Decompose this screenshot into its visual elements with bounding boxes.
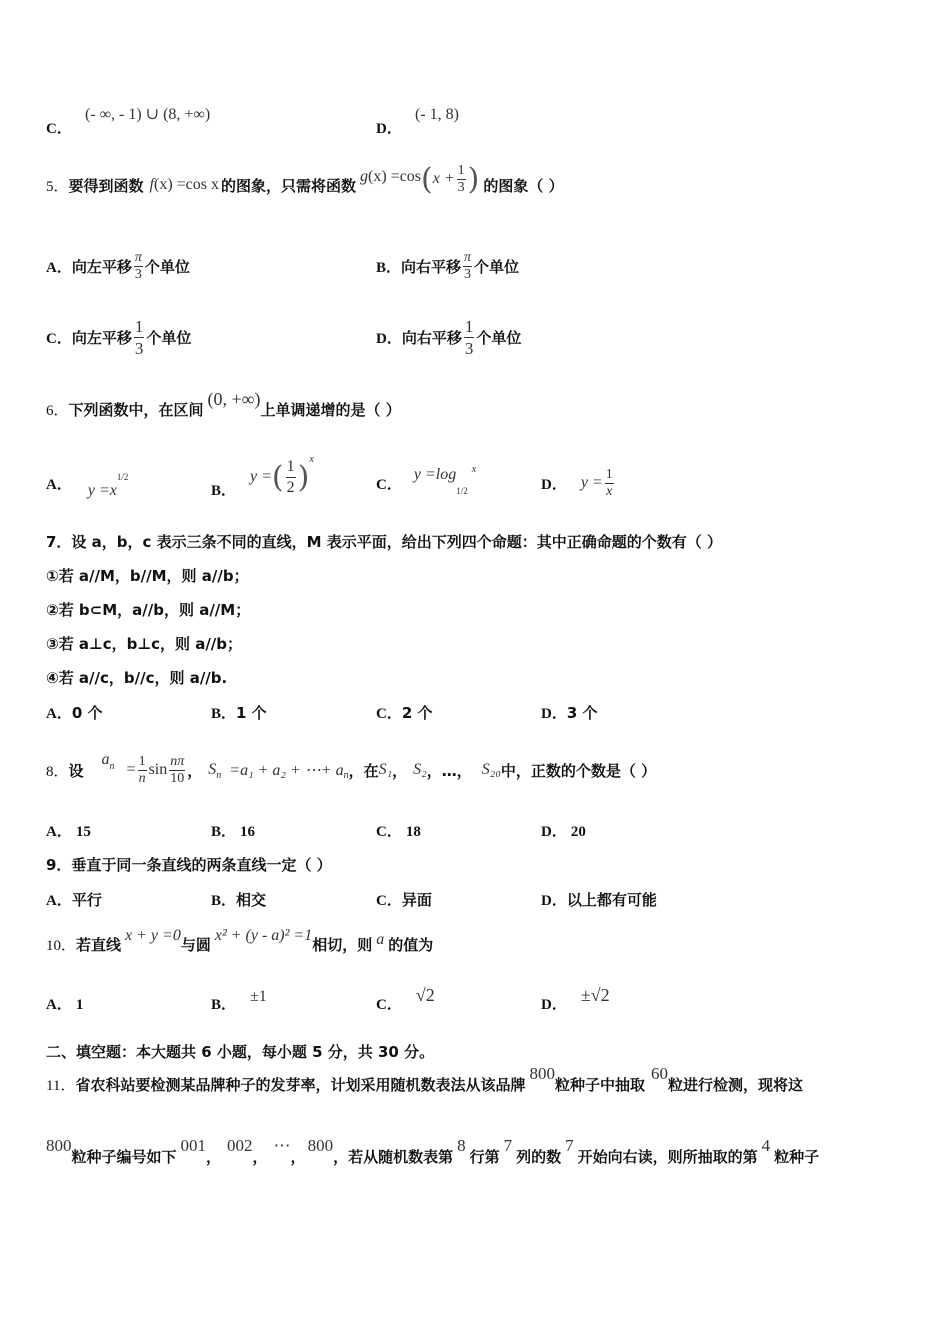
q10-option-a — [46, 993, 83, 1014]
option-text: 3 个 — [566, 704, 598, 722]
stem-text: 列的数 — [516, 1147, 562, 1166]
option-text: 平行 — [71, 891, 102, 909]
numerator: 1 — [457, 162, 465, 178]
q5-option-a — [46, 244, 190, 288]
numerator: π — [134, 249, 142, 265]
option-label: A． — [46, 997, 72, 1013]
option-text: 个单位 — [146, 328, 192, 347]
q9-stem: 9．垂直于同一条直线的两条直线一定（ ） — [46, 856, 332, 874]
option-text: 16 — [240, 824, 256, 840]
math-a-sub: n — [109, 760, 115, 772]
option-text: 1 — [75, 997, 84, 1013]
fraction — [457, 163, 466, 196]
option-label: D． — [541, 893, 567, 909]
option-label: A． — [46, 824, 72, 840]
option-label: B． — [211, 706, 237, 722]
denominator: 3 — [134, 338, 144, 358]
stem-text: 的图象，只需将函数 — [221, 176, 357, 195]
stem-text: 粒种子 — [774, 1147, 820, 1166]
q8-option-a — [46, 820, 91, 841]
q8-option-c — [376, 820, 421, 841]
q7-proposition-4: ④若 a//c，b//c，则 a//b. — [46, 669, 228, 687]
math-800: 800 — [46, 1136, 72, 1155]
math-sum-sub: n — [343, 769, 349, 781]
log-arg: x — [471, 463, 477, 475]
fraction — [463, 250, 472, 283]
paren-left: ( — [271, 459, 284, 495]
math-inner: x + — [432, 170, 455, 187]
option-text: 个单位 — [474, 257, 520, 276]
exponent: 1/2 — [116, 472, 129, 482]
q5-option-c — [46, 305, 191, 369]
q5-option-d — [376, 305, 521, 369]
math-800: 800 — [529, 1064, 555, 1083]
option-text: 以上都有可能 — [566, 891, 657, 909]
q6-option-b — [211, 450, 314, 512]
q6-option-d — [541, 458, 616, 508]
paren-left: ( — [421, 161, 433, 197]
stem-text: 上单调递增的是（ ） — [260, 400, 401, 419]
option-label: D． — [541, 997, 567, 1013]
option-math: y =log — [413, 466, 457, 483]
question-number: 10． — [46, 937, 77, 954]
option-text: 向左平移 — [71, 328, 132, 347]
math-gx: (x) =cos — [368, 168, 422, 185]
stem-text: 要得到函数 — [68, 176, 144, 195]
math-001: 001 — [180, 1136, 207, 1155]
option-math: ±√2 — [580, 985, 610, 1005]
stem-text: 开始向右读，则所抽取的第 — [577, 1147, 758, 1166]
option-text: 向右平移 — [401, 257, 462, 276]
q10-option-d — [541, 985, 610, 1014]
math-g: g — [360, 168, 369, 185]
q7-option-c — [376, 702, 433, 723]
option-math: √2 — [415, 985, 435, 1005]
option-label: D． — [541, 476, 567, 493]
option-text: 个单位 — [144, 257, 190, 276]
option-label: C． — [46, 121, 72, 137]
numerator: 1 — [134, 316, 144, 336]
section-heading: 二、填空题：本大题共 6 小题，每小题 5 分，共 30 分。 — [46, 1043, 435, 1061]
q6-option-c — [376, 458, 476, 508]
stem-text: ， — [187, 761, 203, 780]
q10-option-c — [376, 985, 435, 1014]
stem-text: ， — [206, 1147, 222, 1166]
stem-text: 设 — [68, 761, 84, 780]
numerator: 1 — [605, 466, 613, 482]
log-base: 1/2 — [456, 486, 468, 496]
q4-option-c — [46, 103, 211, 137]
option-label: A． — [46, 893, 72, 909]
option-label: B． — [376, 259, 402, 276]
fraction — [134, 316, 145, 359]
stem-text: ， — [392, 761, 408, 780]
question-number: 5． — [46, 178, 69, 195]
math-4: 4 — [761, 1136, 771, 1155]
math-s-sub: n — [216, 769, 222, 781]
denominator: 3 — [464, 266, 472, 282]
option-label: B． — [211, 482, 237, 499]
stem-text: 省农科站要检测某品牌种子的发芽率，计划采用随机数表法从该品牌 — [75, 1075, 526, 1094]
option-text: 15 — [75, 824, 91, 840]
option-label: A． — [46, 476, 72, 493]
stem-text: 粒进行检测，现将这 — [667, 1075, 803, 1094]
q10-option-b — [211, 988, 267, 1014]
option-label: B． — [211, 824, 237, 840]
math-dots: ⋯ — [273, 1136, 291, 1155]
q6-stem — [46, 386, 401, 432]
numerator: 1 — [464, 316, 474, 336]
q9-option-d — [541, 889, 657, 910]
q9-option-c — [376, 889, 432, 910]
option-text: 相交 — [236, 891, 267, 909]
stem-text: 若直线 — [76, 935, 122, 954]
denominator: x — [606, 483, 613, 499]
q10-stem — [46, 922, 433, 966]
option-label: D． — [376, 330, 402, 347]
math-sin: sin — [148, 761, 168, 778]
option-label: D． — [376, 121, 402, 137]
stem-text: 下列函数中，在区间 — [68, 400, 204, 419]
math-s20: S₂₀ — [481, 761, 501, 778]
option-text: 2 个 — [401, 704, 433, 722]
option-math: y = — [580, 474, 603, 491]
stem-text: 粒种子编号如下 — [71, 1147, 177, 1166]
option-text: 向左平移 — [71, 257, 132, 276]
option-label: C． — [376, 706, 402, 722]
option-text: 18 — [405, 824, 421, 840]
q9-option-a — [46, 889, 102, 910]
stem-text: 相切，则 — [312, 935, 373, 954]
option-math: (- 1, 8) — [414, 106, 459, 123]
option-text: 异面 — [401, 891, 432, 909]
math-sum: =a₁ + a₂ + ⋯+ a — [229, 762, 344, 779]
q7-option-a — [46, 702, 103, 723]
option-label: A． — [46, 706, 72, 722]
option-label: C． — [376, 824, 402, 840]
math-s2: S₂ — [413, 761, 427, 778]
option-math: y = — [250, 468, 272, 485]
q8-option-d — [541, 820, 586, 841]
fraction — [464, 316, 475, 359]
stem-text: ， — [290, 1147, 306, 1166]
numerator: π — [464, 249, 472, 265]
question-number: 11． — [46, 1077, 76, 1094]
numerator: 1 — [286, 457, 296, 478]
option-label: B． — [211, 893, 237, 909]
fraction — [138, 754, 147, 787]
option-text: 1 个 — [236, 704, 267, 722]
math-s1: S₁ — [378, 761, 393, 778]
fraction — [605, 467, 614, 500]
option-math: ±1 — [250, 988, 267, 1005]
math-a: a — [101, 751, 110, 768]
stem-text: 粒种子中抽取 — [554, 1075, 645, 1094]
stem-text: ， — [252, 1147, 268, 1166]
math-circle: x² + (y - a)² =1 — [214, 927, 313, 944]
numerator: nπ — [170, 753, 185, 769]
option-label: C． — [376, 893, 402, 909]
option-label: B． — [211, 997, 237, 1013]
math-f: f — [149, 176, 154, 193]
math-800b: 800 — [307, 1136, 334, 1155]
math-7: 7 — [503, 1136, 513, 1155]
option-text: 20 — [570, 824, 586, 840]
denominator: 2 — [286, 478, 295, 496]
q5-stem — [46, 160, 564, 210]
fraction — [286, 457, 296, 498]
math-8: 8 — [457, 1136, 466, 1155]
stem-text: ，在 — [348, 761, 379, 780]
stem-text: 的图象（ ） — [483, 176, 564, 195]
stem-text: 行第 — [469, 1147, 500, 1166]
q7-proposition-3: ③若 a⊥c，b⊥c，则 a//b； — [46, 635, 243, 653]
paren-right: ) — [297, 459, 310, 495]
option-text: 向右平移 — [401, 328, 462, 347]
denominator: 3 — [457, 179, 465, 195]
option-text: 个单位 — [476, 328, 522, 347]
denominator: 3 — [464, 338, 474, 358]
math-a: a — [376, 931, 385, 948]
math-line: x + y =0 — [125, 927, 181, 944]
stem-text: 与圆 — [180, 935, 211, 954]
math-eq: = — [126, 761, 136, 778]
q11-line-1 — [46, 1062, 803, 1106]
q8-stem — [46, 740, 656, 800]
option-label: D． — [541, 706, 567, 722]
q11-line-2 — [46, 1134, 819, 1178]
question-number: 8． — [46, 763, 69, 780]
option-math: (- ∞, - 1) ∪ (8, +∞) — [84, 106, 211, 123]
fraction — [134, 250, 143, 283]
denominator: 3 — [134, 266, 142, 282]
denominator: n — [138, 770, 146, 786]
option-label: A． — [46, 259, 72, 276]
paren-right: ) — [467, 161, 480, 197]
denominator: 10 — [170, 770, 185, 786]
option-label: C． — [46, 330, 72, 347]
math-60: 60 — [650, 1064, 668, 1083]
q4-option-d — [376, 103, 459, 137]
q7-proposition-1: ①若 a//M，b//M，则 a//b； — [46, 567, 249, 585]
question-number: 6． — [46, 402, 69, 419]
q7-proposition-2: ②若 b⊂M，a//b，则 a//M； — [46, 601, 251, 619]
exponent: x — [309, 453, 314, 465]
q8-option-b — [211, 820, 255, 841]
option-label: C． — [376, 997, 402, 1013]
math-7b: 7 — [565, 1136, 574, 1155]
interval-math: (0, +∞) — [207, 388, 261, 409]
q7-stem: 7．设 a，b，c 表示三条不同的直线，M 表示平面，给出下列四个命题：其中正确命题的个数有（ ） — [46, 533, 723, 551]
math-002: 002 — [227, 1136, 253, 1155]
option-label: D． — [541, 824, 567, 840]
stem-text: ，…， — [426, 761, 472, 780]
option-math: y =x — [87, 482, 117, 499]
q7-option-b — [211, 702, 267, 723]
stem-text: ，若从随机数表第 — [333, 1147, 454, 1166]
option-text: 0 个 — [71, 704, 103, 722]
q7-option-d — [541, 702, 598, 723]
math-s: S — [208, 761, 217, 778]
option-label: C． — [376, 476, 402, 493]
q9-option-b — [211, 889, 266, 910]
fraction — [169, 754, 185, 787]
numerator: 1 — [138, 753, 146, 769]
q6-option-a — [46, 458, 128, 508]
math-fx: (x) =cos x — [153, 176, 219, 193]
stem-text: 的值为 — [388, 935, 434, 954]
q5-option-b — [376, 244, 519, 288]
stem-text: 中，正数的个数是（ ） — [500, 761, 657, 780]
